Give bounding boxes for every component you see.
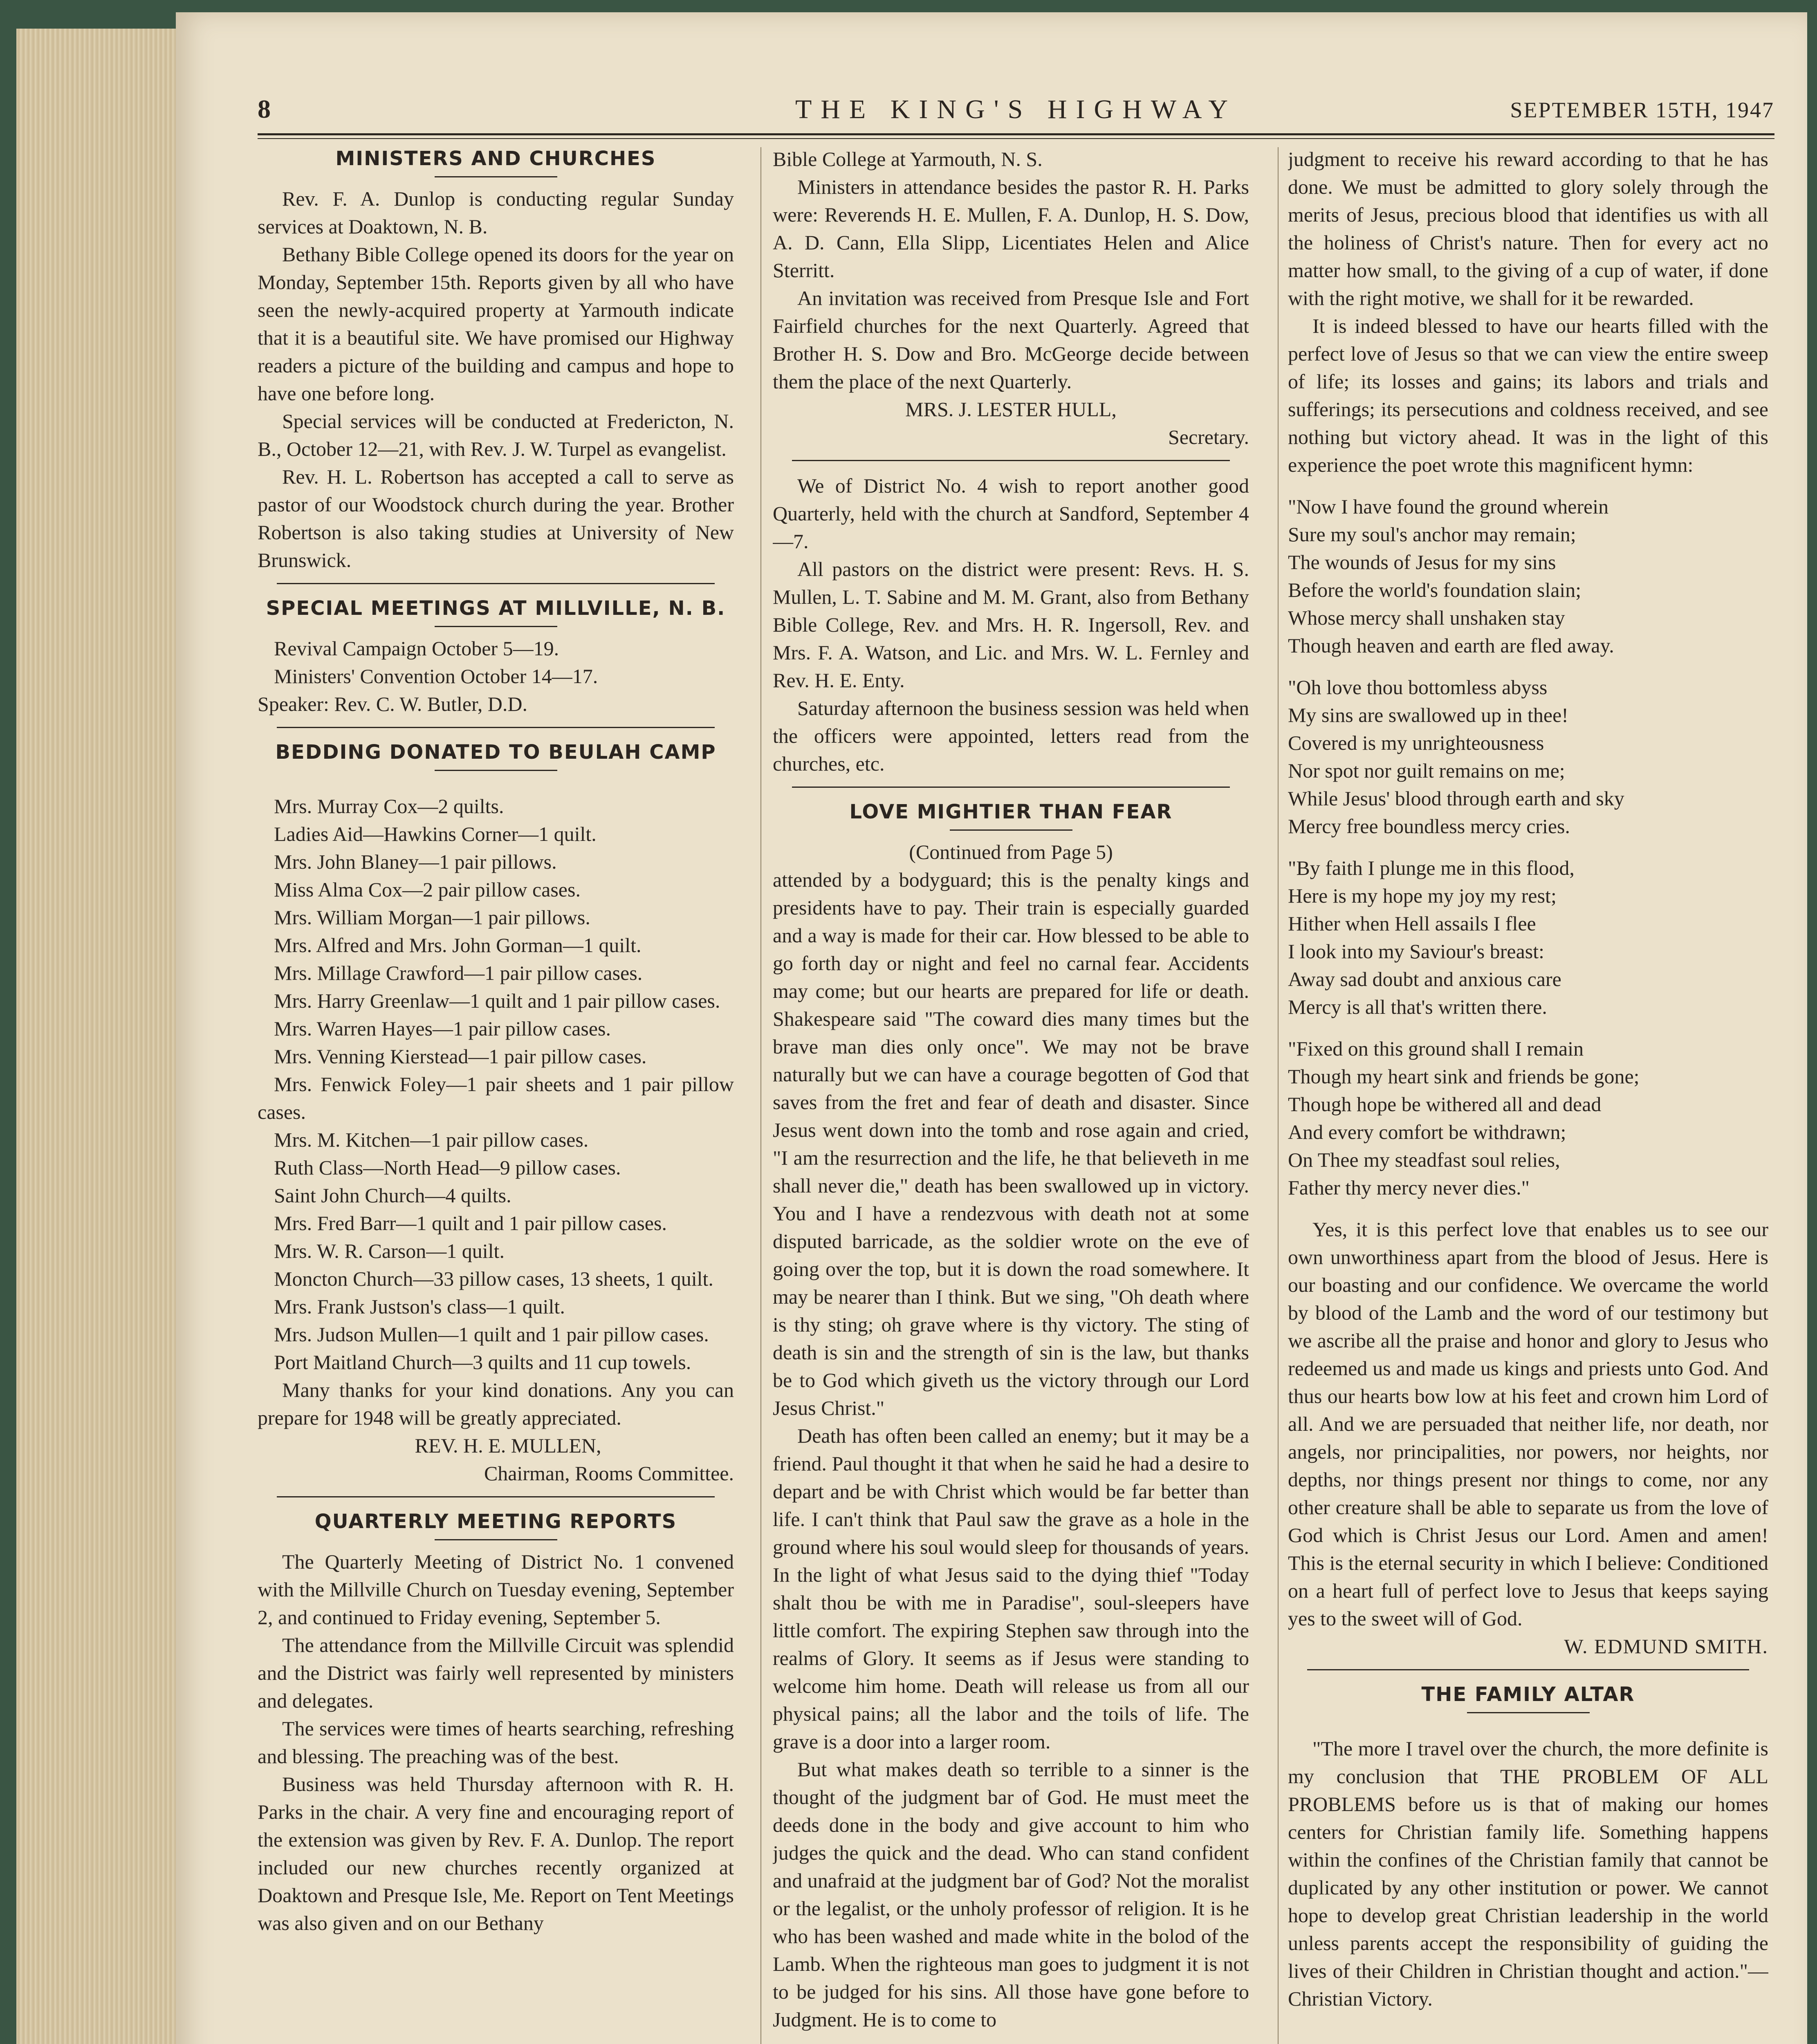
header-rule-thin	[258, 138, 1774, 139]
paragraph: An invitation was received from Presque Isle and Fort Fairfield churches for the next Quarterly. Agreed that Brother H. S. Dow and Bro. McGeorge decide between them the place of the next Quarterly.	[773, 287, 1249, 393]
heading-ministers: MINISTERS AND CHURCHES	[335, 147, 656, 170]
donation-item: Mrs. Millage Crawford—1 pair pillow cases.	[274, 961, 643, 984]
hymn-line: Covered is my unrighteousness	[1288, 731, 1544, 754]
paragraph: attended by a bodyguard; this is the penalty kings and presidents have to pay. Their train is especially guarded and a way is made for their car. How blessed to be able to go forth day or night and feel no carnal fear. Accidents may come; but our hearts are prepared for life or death. Shakespeare said "The coward dies many times but the brave man dies only once". We may not be brave naturally but we can have a courage begotten of God that saves from the fret and fear of death and disaster. Since Jesus went down into the tomb and rose again and cried, "I am the resurrection and the life, he that believeth in me shall never die," death has been swallowed up in victory. You and I have a rendezvous with death not at some disputed barricade, as the soldier wrote on the eve of going over the top, but it is down the road somewhere. It may be nearer than I think. But we sing, "Oh death where is thy sting; oh grave where is thy victory. The sting of death is sin and the strength of sin is the law, but thanks be to God which giveth us the victory through our Lord Jesus Christ."	[773, 868, 1249, 1419]
signature-name: REV. H. E. MULLEN,	[415, 1434, 601, 1457]
donation-item: Ruth Class—North Head—9 pillow cases.	[274, 1156, 621, 1179]
hymn-line: Hither when Hell assails I flee	[1288, 912, 1536, 935]
donation-item: Port Maitland Church—3 quilts and 11 cup towels.	[274, 1351, 691, 1374]
paragraph: Ministers in attendance besides the pastor R. H. Parks were: Reverends H. E. Mullen, F. A. Dunlop, H. S. Dow, A. D. Cann, Ella Slipp, Licentiates Helen and Alice Sterritt.	[773, 175, 1249, 282]
donation-item: Saint John Church—4 quilts.	[274, 1184, 511, 1207]
publication-title: THE KING'S HIGHWAY	[795, 94, 1237, 124]
event-line: Ministers' Convention October 14—17.	[274, 665, 598, 688]
paragraph: The Quarterly Meeting of District No. 1 convened with the Millville Church on Tuesday evening, September 2, and continued to Friday evening, September 5.	[258, 1550, 734, 1629]
hymn-line: Though heaven and earth are fled away.	[1288, 634, 1614, 657]
donation-item: Mrs. Frank Justson's class—1 quilt.	[274, 1295, 565, 1318]
donation-item: Mrs. William Morgan—1 pair pillows.	[274, 906, 590, 929]
donation-item: Miss Alma Cox—2 pair pillow cases.	[274, 878, 581, 901]
signature-name: MRS. J. LESTER HULL,	[905, 398, 1117, 421]
continued-note: (Continued from Page 5)	[909, 840, 1113, 863]
heading-love-mightier: LOVE MIGHTIER THAN FEAR	[849, 800, 1173, 823]
hymn-line: Before the world's foundation slain;	[1288, 578, 1581, 601]
section-rule	[277, 1496, 715, 1497]
donation-item: Mrs. M. Kitchen—1 pair pillow cases.	[274, 1128, 589, 1151]
hymn-line: On Thee my steadfast soul relies,	[1288, 1148, 1560, 1171]
paragraph: Bethany Bible College opened its doors for the year on Monday, September 15th. Reports given by all who have seen the newly-acquired property at Yarmouth indicate that it is a beautiful site. We have promised our Highway readers a picture of the building and campus and hope to have one before long.	[258, 243, 734, 405]
paragraph: Special services will be conducted at Fredericton, N. B., October 12—21, with Rev. J. W. Turpel as evangelist.	[258, 410, 734, 460]
hymn-line: "By faith I plunge me in this flood,	[1288, 856, 1575, 879]
heading-rule	[435, 770, 557, 771]
section-rule	[277, 583, 715, 584]
donation-item: Mrs. Alfred and Mrs. John Gorman—1 quilt.	[274, 934, 642, 957]
paragraph: judgment to receive his reward according to that he has done. We must be admitted to glory solely through the merits of Jesus, precious blood that identifies us with all the holiness of Christ's nature. Then for every act no matter how small, to the giving of a cup of water, if done with the right motive, we shall for it be rewarded.	[1288, 148, 1768, 309]
hymn-line: Though my heart sink and friends be gone;	[1288, 1065, 1640, 1088]
paragraph: "The more I travel over the church, the more definite is my conclusion that THE PROBLEM OF ALL PROBLEMS before us is that of making our homes centers for Christian family life. Something happens within the confines of the Christian family that cannot be duplicated by any other institution or power. We cannot hope to develop great Christian leadership in the world unless parents accept the responsibility of guiding the lives of their Children in Christian thought and action."—Christian Victory.	[1288, 1737, 1768, 2010]
hymn-line: Father thy mercy never dies."	[1288, 1176, 1530, 1199]
signature-title: Secretary.	[1168, 426, 1249, 448]
hymn-line: Sure my soul's anchor may remain;	[1288, 523, 1576, 546]
hymn-line: "Now I have found the ground wherein	[1288, 495, 1609, 518]
heading-rule	[1467, 1712, 1590, 1713]
column-1	[258, 145, 734, 2044]
paragraph: Many thanks for your kind donations. Any you can prepare for 1948 will be greatly appreciated.	[258, 1378, 734, 1429]
hymn-line: Though hope be withered all and dead	[1288, 1093, 1602, 1116]
heading-rule	[435, 1539, 557, 1540]
heading-family-altar: THE FAMILY ALTAR	[1421, 1683, 1635, 1706]
column-divider	[1278, 147, 1279, 2044]
paragraph: The attendance from the Millville Circuit was splendid and the District was fairly well represented by ministers and delegates.	[258, 1634, 734, 1712]
page-edges	[16, 29, 182, 2044]
heading-rule	[435, 626, 557, 627]
heading-bedding: BEDDING DONATED TO BEULAH CAMP	[275, 741, 716, 764]
hymn-line: Mercy is all that's written there.	[1288, 995, 1547, 1018]
paragraph: Yes, it is this perfect love that enables us to see our own unworthiness apart from the blood of Jesus. Here is our boasting and our confidence. We overcame the world by blood of the Lamb and the word of our testimony but we ascribe all the praise and honor and glory to Jesus who redeemed us and made us kings and priests unto God. And thus our hearts bow low at his feet and crown him Lord of all. And we are persuaded that neither life, nor death, nor angels, nor principalities, nor powers, nor heights, nor depths, nor things present nor things to come, nor any other creature shall be able to separate us from the love of God which is Christ Jesus our Lord. Amen and amen! This is the eternal security in which I believe: Conditioned on a heart full of perfect love to Jesus that keeps saying yes to the sweet will of God.	[1288, 1218, 1768, 1630]
hymn-line: "Oh love thou bottomless abyss	[1288, 676, 1548, 699]
hymn-line: Whose mercy shall unshaken stay	[1288, 606, 1565, 629]
hymn-line: I look into my Saviour's breast:	[1288, 940, 1545, 963]
hymn-line: My sins are swallowed up in thee!	[1288, 704, 1568, 726]
paragraph: The services were times of hearts searching, refreshing and blessing. The preaching was of the best.	[258, 1717, 734, 1768]
donation-item: Mrs. Judson Mullen—1 quilt and 1 pair pillow cases.	[274, 1323, 709, 1346]
donation-item: Mrs. W. R. Carson—1 quilt.	[274, 1239, 505, 1262]
donation-item: Mrs. John Blaney—1 pair pillows.	[274, 850, 557, 873]
donation-item: Mrs. Murray Cox—2 quilts.	[274, 795, 504, 818]
paragraph: Death has often been called an enemy; but it may be a friend. Paul thought it that when he said he had a desire to depart and be with Christ which would be far better than life. I can't think that Paul saw the grave as a hole in the ground where his soul would sleep for thousands of years. In the light of what Jesus said to the dying thief "Today shalt thou be with me in Paradise", soul-sleepers have little comfort. The expiring Stephen saw through into the realms of Glory. It seems as if Jesus were standing to welcome him home. Death will release us from all our physical pains; all the labor and the toils of life. The grave is a door into a larger room.	[773, 1424, 1249, 1753]
donation-item: Mrs. Fenwick Foley—1 pair sheets and 1 pair pillow cases.	[258, 1073, 734, 1123]
event-line: Speaker: Rev. C. W. Butler, D.D.	[258, 693, 527, 715]
heading-rule	[435, 176, 557, 177]
paragraph: Rev. H. L. Robertson has accepted a call to serve as pastor of our Woodstock church during the year. Brother Robertson is also taking studies at University of New Brunswick.	[258, 465, 734, 572]
hymn-line: Away sad doubt and anxious care	[1288, 968, 1561, 991]
paragraph: Rev. F. A. Dunlop is conducting regular Sunday services at Doaktown, N. B.	[258, 187, 734, 238]
header-rule	[258, 133, 1774, 135]
hymn-line: And every comfort be withdrawn;	[1288, 1121, 1566, 1143]
column-2	[773, 145, 1249, 2044]
section-rule	[792, 460, 1230, 461]
section-rule	[792, 787, 1230, 788]
donation-item: Mrs. Harry Greenlaw—1 quilt and 1 pair pillow cases.	[274, 989, 720, 1012]
paragraph: All pastors on the district were present: Revs. H. S. Mullen, L. T. Sabine and M. M. Grant, also from Bethany Bible College, Rev. and Mrs. H. R. Ingersoll, Rev. and Mrs. F. A. Watson, and Lic. and Mrs. W. L. Fernley and Rev. H. E. Enty.	[773, 558, 1249, 692]
heading-special-meetings: SPECIAL MEETINGS AT MILLVILLE, N. B.	[266, 597, 726, 620]
page-header	[258, 94, 1774, 139]
paragraph: It is indeed blessed to have our hearts filled with the perfect love of Jesus so that we can view the entire sweep of life; its losses and gains; its labors and trials and sufferings; its persecutions and coldness received, and see nothing but victory ahead. It was in the light of this experience the poet wrote this magnificent hymn:	[1288, 314, 1768, 476]
hymn-line: "Fixed on this ground shall I remain	[1288, 1037, 1584, 1060]
heading-rule	[950, 829, 1072, 831]
paragraph: But what makes death so terrible to a sinner is the thought of the judgment bar of God. He must meet the deeds done in the body and give account to him who judges the quick and the dead. Who can stand confident and unafraid at the judgment bar of God? Not the moralist or the legalist, or the unholy professor of religion. It is he who has been washed and made white in the bolod of the Lamb. When the righteous man goes to judgment it is not to be judged for his sins. All those have gone before to Judgment. He is to come to	[773, 1758, 1249, 2031]
paragraph: Bible College at Yarmouth, N. S.	[773, 148, 1043, 170]
donation-item: Mrs. Warren Hayes—1 pair pillow cases.	[274, 1017, 611, 1040]
event-line: Revival Campaign October 5—19.	[274, 637, 559, 660]
section-rule	[277, 727, 715, 728]
heading-quarterly: QUARTERLY MEETING REPORTS	[314, 1510, 677, 1533]
signature-name: W. EDMUND SMITH.	[1564, 1635, 1768, 1658]
hymn-line: Nor spot nor guilt remains on me;	[1288, 759, 1565, 782]
column-divider	[760, 147, 761, 2044]
hymn-line: While Jesus' blood through earth and sky	[1288, 787, 1624, 810]
paragraph: Business was held Thursday afternoon with R. H. Parks in the chair. A very fine and encouraging report of the extension was given by Rev. F. A. Dunlop. The report included our new churches recently organized at Doaktown and Presque Isle, Me. Report on Tent Meetings was also given and on our Bethany	[258, 1773, 734, 1934]
donation-item: Moncton Church—33 pillow cases, 13 sheets, 1 quilt.	[274, 1267, 713, 1290]
page-number: 8	[258, 94, 271, 123]
hymn-line: Mercy free boundless mercy cries.	[1288, 815, 1570, 838]
donation-item: Mrs. Venning Kierstead—1 pair pillow cases.	[274, 1045, 647, 1068]
issue-date: SEPTEMBER 15TH, 1947	[1510, 98, 1774, 122]
hymn-line: Here is my hope my joy my rest;	[1288, 884, 1557, 907]
hymn-line: The wounds of Jesus for my sins	[1288, 551, 1556, 574]
donation-item: Ladies Aid—Hawkins Corner—1 quilt.	[274, 823, 597, 845]
section-rule	[1307, 1669, 1749, 1670]
paragraph: Saturday afternoon the business session was held when the officers were appointed, letters read from the churches, etc.	[773, 697, 1249, 775]
donation-item: Mrs. Fred Barr—1 quilt and 1 pair pillow cases.	[274, 1212, 667, 1235]
column-3	[1288, 145, 1768, 2044]
paragraph: We of District No. 4 wish to report another good Quarterly, held with the church at Sandford, September 4—7.	[773, 474, 1249, 553]
signature-title: Chairman, Rooms Committee.	[484, 1462, 734, 1485]
